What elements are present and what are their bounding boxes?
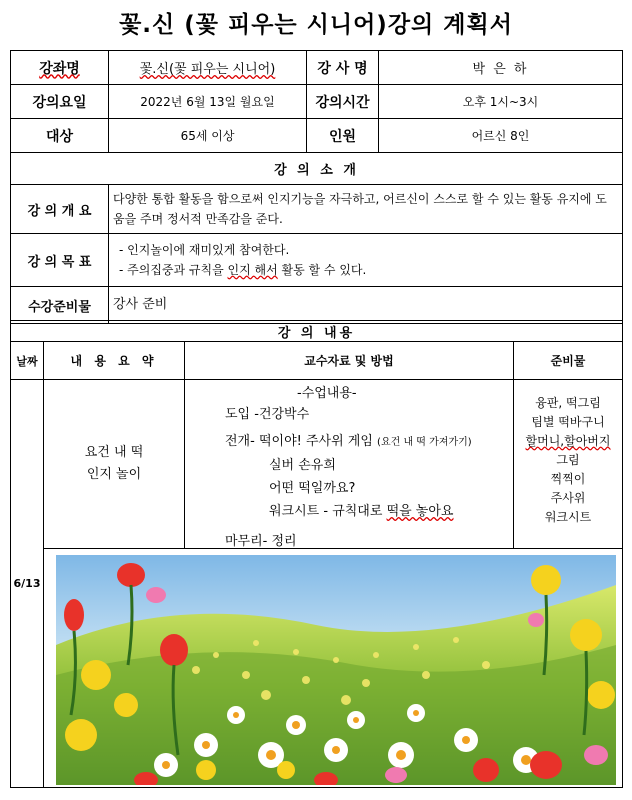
material-item: 찍찍이 (550, 472, 586, 486)
flower-image-cell (44, 549, 623, 788)
intro-section-title: 강 의 소 개 (11, 153, 623, 185)
time-value: 오후 1시~3시 (379, 85, 623, 119)
prep-value: 강사 준비 (109, 287, 623, 324)
material-item: 워크시트 (544, 510, 592, 524)
content-section-title: 강 의 내용 (11, 321, 623, 342)
col-materials-header: 준비물 (514, 342, 623, 380)
goal-list (109, 234, 623, 287)
material-item: 팀별 떡바구니 (531, 415, 605, 429)
day-value: 2022년 6월 13일 월요일 (109, 85, 307, 119)
method-dev: 전개- 떡이야! 주사위 게임 (요건 내 떡 가져가기) (225, 434, 472, 449)
material-item: 그림 (556, 453, 580, 467)
col-method-header: 교수자료 및 방법 (185, 342, 514, 380)
goal-item: - 인지놀이에 재미있게 참여한다. (119, 243, 290, 257)
col-date-header: 날짜 (11, 342, 44, 380)
info-table (10, 50, 623, 153)
overview-text: 다양한 통합 활동을 함으로써 인지기능을 자극하고, 어르신이 스스로 할 수 있는 활동 유지에 도움을 주며 정서적 만족감을 준다. (109, 185, 623, 234)
method-step: 워크시트 - 규칙대로 떡을 놓아요 (269, 504, 454, 519)
goal-label: 강 의 목 표 (11, 234, 109, 287)
course-name-label: 강좌명 (11, 51, 109, 85)
method-closing: 마무리- 정리 (225, 534, 297, 549)
content-table (10, 320, 623, 788)
material-item: 주사위 (550, 491, 586, 505)
overview-label: 강 의 개 요 (11, 185, 109, 234)
instructor-value: 박 은 하 (379, 51, 623, 85)
flower-field-image (56, 555, 616, 785)
summary-line: 인지 놀이 (86, 467, 142, 482)
time-label: 강의시간 (307, 85, 379, 119)
method-step: 어떤 떡일까요? (269, 481, 356, 496)
material-item: 융판, 떡그림 (535, 396, 601, 410)
headcount-label: 인원 (307, 119, 379, 153)
target-value: 65세 이상 (109, 119, 307, 153)
course-name-value: 꽃.신(꽃 피우는 시니어) (109, 51, 307, 85)
intro-table (10, 152, 623, 324)
day-label: 강의요일 (11, 85, 109, 119)
method-cell (185, 380, 514, 549)
materials-list (514, 380, 623, 549)
target-label: 대상 (11, 119, 109, 153)
session-summary (44, 380, 185, 549)
method-heading: -수업내용- (297, 386, 357, 401)
material-item: 할머니,할아버지 (525, 434, 611, 448)
prep-label: 수강준비물 (11, 287, 109, 324)
goal-item: - 주의집중과 규칙을 인지 해서 활동 할 수 있다. (119, 263, 367, 277)
col-summary-header: 내 용 요 약 (44, 342, 185, 380)
instructor-label: 강 사 명 (307, 51, 379, 85)
method-intro: 도입 -건강박수 (225, 407, 310, 422)
headcount-value: 어르신 8인 (379, 119, 623, 153)
summary-line: 요건 내 떡 (84, 445, 144, 460)
method-step: 실버 손유희 (269, 458, 336, 473)
page-title: 꽃.신 (꽃 피우는 시니어)강의 계획서 (119, 12, 513, 38)
session-date: 6/13 (11, 380, 44, 788)
